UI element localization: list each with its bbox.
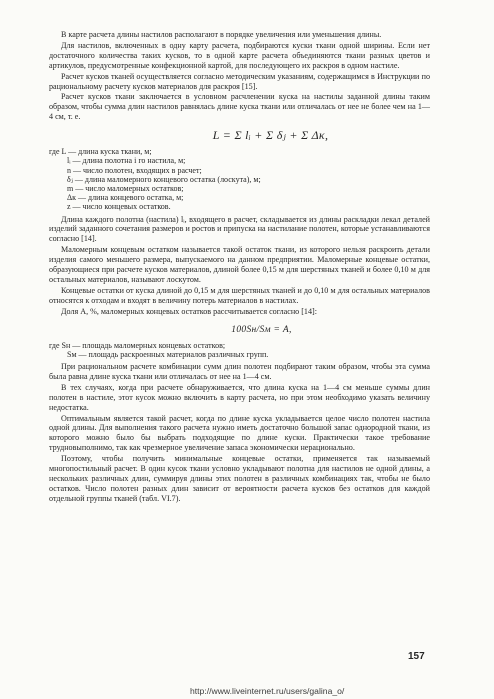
formula-legend bbox=[49, 147, 430, 211]
paragraph: Поэтому, чтобы получить минимальные концевые остатки, применяется так называемый многопостильный расчет. В один кусок ткани условно укладывают полотна для настилов не одной длины, а нескольких различных длин, суммируя длины этих полотен в различных комбинациях так, чтобы не было остатков. Число полотен разных длин зависит от вероятности расчета кусков без остатков для каждой отдельной группы тканей (табл. VI.7). bbox=[49, 454, 430, 503]
formula-length-sum: L = Σ lᵢ + Σ δⱼ + Σ Δκ, bbox=[212, 128, 329, 143]
page-number: 157 bbox=[408, 651, 425, 662]
paragraph: В карте расчета длины настилов располагают в порядке увеличения или уменьшения длины. bbox=[61, 30, 382, 39]
paragraph: Оптимальным является такой расчет, когда по длине куска укладывается целое число полотен настила одной длины. Для выполнения такого расчета нужно иметь достаточно большой запас однородной ткани, из которого можно было бы выбрать подходящие по длине куски. Практически такое требование трудновыполнимо, так как чрезмерное увеличение запаса экономически нерационально. bbox=[49, 413, 430, 453]
formula-share: 100Sн/Sм = A, bbox=[231, 324, 292, 335]
legend-item: Sм — площадь раскроенных материалов различных групп. bbox=[67, 349, 269, 359]
paragraph: Концевые остатки от куска длиной до 0,15 м для шерстяных тканей и до 0,10 м для остальных материалов относятся к отходам и входят в величину потерь материалов в настилах. bbox=[49, 285, 430, 305]
legend-item: z — число концевых остатков. bbox=[67, 202, 171, 212]
formula-legend-2 bbox=[49, 341, 430, 359]
legend-where-label: где Sн — площадь маломерных концевых остатков; bbox=[49, 340, 226, 350]
legend-where-label: где L — длина куска ткани, м; bbox=[49, 147, 152, 157]
legend-item: m — число маломерных остатков; bbox=[67, 183, 184, 193]
paragraph: Для настилов, включенных в одну карту расчета, подбираются куски ткани одной ширины. Если нет достаточного количества таких кусков, то в одной карте расчета объединяются ткани разных цветов и артикулов, предусмотренные конфекционной картой, для последующего их раскроя в одном настиле. bbox=[49, 40, 430, 70]
legend-item: lᵢ — длина полотна i го настила, м; bbox=[67, 156, 186, 166]
legend-item: L — длина куска ткани, м; bbox=[61, 147, 152, 157]
paragraph: Расчет кусков тканей осуществляется согласно методическим указаниям, содержащимся в Инструкции по рациональному расчету кусков материалов для раскроя [15]. bbox=[49, 71, 430, 91]
legend-item: δⱼ — длина маломерного концевого остатка (лоскута), м; bbox=[67, 174, 261, 184]
paragraph: Расчет кусков ткани заключается в условном расчленении куска на настилы заданной длины таким образом, чтобы сумма длин настилов равнялась длине куска ткани или отличалась от нее не более чем на 1—4 см, т. е. bbox=[49, 92, 430, 122]
paragraph: Маломерным концевым остатком называется такой остаток ткани, из которого нельзя раскроить детали изделия самого меньшего размера, выпускаемого на данном предприятии. Маломерные концевые остатки, образующиеся при расчете кусков материалов, длиной более 0,15 м для шерстяных тканей и более 0,10 м для остальных материалов, называют лоскутом. bbox=[49, 245, 430, 285]
top-text-block bbox=[49, 30, 430, 122]
paragraph: Доля A, %, маломерных концевых остатков рассчитывается согласно [14]: bbox=[61, 306, 317, 316]
legend-item: n — число полотен, входящих в расчет; bbox=[67, 165, 202, 175]
paragraph: При рациональном расчете комбинации сумм длин полотен подбирают таким образом, чтобы эта сумма была равна длине куска ткани или отличалась от нее на 1—4 см. bbox=[49, 362, 430, 381]
bottom-text-block bbox=[49, 362, 430, 504]
paragraph: В тех случаях, когда при расчете обнаруживается, что длина куска на 1—4 см меньше суммы длин полотен в настиле, этот кусок можно включить в карту расчета, но при этом необходимо указать величину недостатка. bbox=[49, 382, 430, 412]
watermark-url: http://www.liveinternet.ru/users/galina_o/ bbox=[190, 686, 345, 696]
middle-text-block bbox=[49, 215, 430, 317]
legend-item: Δк — длина концевого остатка, м; bbox=[67, 193, 184, 203]
paragraph: Длина каждого полотна (настила) lᵢ, входящего в расчет, складывается из длины раскладки лекал деталей изделий заданного сочетания размеров и ростов и припуска на настилание полотен, которые устанавливаются согласно [14]. bbox=[49, 214, 430, 244]
legend-item: Sн — площадь маломерных концевых остатков; bbox=[61, 340, 226, 350]
